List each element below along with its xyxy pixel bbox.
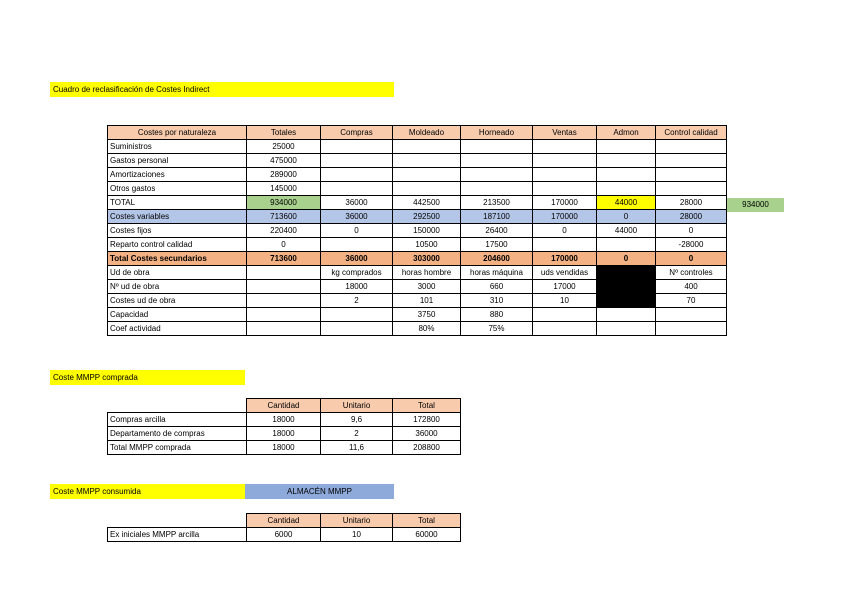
cell: 0 xyxy=(321,224,393,238)
cell: 150000 xyxy=(393,224,461,238)
cell: 660 xyxy=(461,280,533,294)
cell: 3750 xyxy=(393,308,461,322)
cell: 170000 xyxy=(533,196,597,210)
total-row xyxy=(108,196,727,210)
cell: 2 xyxy=(321,427,393,441)
cell xyxy=(393,140,461,154)
mmpp-consumida-title: Coste MMPP consumida xyxy=(50,484,245,499)
cell: 0 xyxy=(656,224,727,238)
table-row xyxy=(108,224,727,238)
cell xyxy=(247,266,321,280)
col-header: Cantidad xyxy=(247,514,321,528)
cell: 60000 xyxy=(393,528,461,542)
cell: horas máquina xyxy=(461,266,533,280)
col-header: Compras xyxy=(321,126,393,140)
table-header-row xyxy=(108,399,461,413)
cell xyxy=(321,182,393,196)
cell: 44000 xyxy=(597,224,656,238)
cell: 880 xyxy=(461,308,533,322)
cell xyxy=(533,308,597,322)
cell xyxy=(461,140,533,154)
table-row xyxy=(108,441,461,455)
table-row xyxy=(108,308,727,322)
cell: 18000 xyxy=(247,413,321,427)
table-row xyxy=(108,280,727,294)
table-row xyxy=(108,413,461,427)
cell: 11,6 xyxy=(321,441,393,455)
cell xyxy=(247,308,321,322)
table-row xyxy=(108,154,727,168)
cell xyxy=(597,308,656,322)
cell: 475000 xyxy=(247,154,321,168)
col-header: Admon xyxy=(597,126,656,140)
cell xyxy=(597,322,656,336)
cell-blacked xyxy=(597,280,656,294)
cell: 17000 xyxy=(533,280,597,294)
cell xyxy=(533,154,597,168)
cell xyxy=(393,182,461,196)
table-row xyxy=(108,182,727,196)
cell-highlight-yellow: 44000 xyxy=(597,196,656,210)
cell: -28000 xyxy=(656,238,727,252)
cell: 10 xyxy=(321,528,393,542)
col-header: Unitario xyxy=(321,399,393,413)
cell: 18000 xyxy=(247,441,321,455)
mmpp-consumida-table xyxy=(107,513,461,542)
row-label: Departamento de compras xyxy=(108,427,247,441)
table-row xyxy=(108,140,727,154)
row-label: Ex iniciales MMPP arcilla xyxy=(108,528,247,542)
cell xyxy=(247,280,321,294)
col-header: Cantidad xyxy=(247,399,321,413)
cell: Nº controles xyxy=(656,266,727,280)
row-label: Costes variables xyxy=(108,210,247,224)
col-header: Total xyxy=(393,514,461,528)
col-header: Costes por naturaleza xyxy=(108,126,247,140)
cell: 28000 xyxy=(656,196,727,210)
cell: 36000 xyxy=(321,210,393,224)
cell: 36000 xyxy=(321,252,393,266)
cell: 0 xyxy=(533,224,597,238)
cell-blacked xyxy=(597,266,656,280)
cell: 220400 xyxy=(247,224,321,238)
cell: 713600 xyxy=(247,252,321,266)
cell: 101 xyxy=(393,294,461,308)
row-label: Nº ud de obra xyxy=(108,280,247,294)
cell: 25000 xyxy=(247,140,321,154)
cell xyxy=(321,322,393,336)
cell xyxy=(247,322,321,336)
cell: 204600 xyxy=(461,252,533,266)
cell xyxy=(393,154,461,168)
cell: 442500 xyxy=(393,196,461,210)
cell xyxy=(533,238,597,252)
cell: 289000 xyxy=(247,168,321,182)
cell xyxy=(321,140,393,154)
row-label: Capacidad xyxy=(108,308,247,322)
cell: 170000 xyxy=(533,252,597,266)
cell xyxy=(597,154,656,168)
cell xyxy=(533,140,597,154)
table-header-row xyxy=(108,126,727,140)
cell xyxy=(656,322,727,336)
cell: 713600 xyxy=(247,210,321,224)
col-header: Control calidad xyxy=(656,126,727,140)
cell xyxy=(533,168,597,182)
empty-header xyxy=(108,399,247,413)
row-label: Compras arcilla xyxy=(108,413,247,427)
col-header: Total xyxy=(393,399,461,413)
cell: 10500 xyxy=(393,238,461,252)
row-label: Reparto control calidad xyxy=(108,238,247,252)
cell xyxy=(461,182,533,196)
col-header: Ventas xyxy=(533,126,597,140)
cell: 2 xyxy=(321,294,393,308)
row-label: Costes ud de obra xyxy=(108,294,247,308)
cell: 208800 xyxy=(393,441,461,455)
cell: 28000 xyxy=(656,210,727,224)
almacen-label: ALMACÉN MMPP xyxy=(245,484,394,499)
cell: 292500 xyxy=(393,210,461,224)
cell: 75% xyxy=(461,322,533,336)
mmpp-comprada-title: Coste MMPP comprada xyxy=(50,370,245,385)
table-row xyxy=(108,427,461,441)
cell xyxy=(597,182,656,196)
cell: 400 xyxy=(656,280,727,294)
cell: 145000 xyxy=(247,182,321,196)
cell xyxy=(656,182,727,196)
mmpp-comprada-table xyxy=(107,398,461,455)
cell: 36000 xyxy=(321,196,393,210)
row-label: Gastos personal xyxy=(108,154,247,168)
cell: 0 xyxy=(656,252,727,266)
side-total-cell: 934000 xyxy=(727,198,784,212)
cell: 172800 xyxy=(393,413,461,427)
cell: 3000 xyxy=(393,280,461,294)
cell xyxy=(393,168,461,182)
cell xyxy=(597,140,656,154)
cell: 18000 xyxy=(247,427,321,441)
cell: 187100 xyxy=(461,210,533,224)
table-row xyxy=(108,294,727,308)
cell: kg comprados xyxy=(321,266,393,280)
cell: horas hombre xyxy=(393,266,461,280)
empty-header xyxy=(108,514,247,528)
col-header: Horneado xyxy=(461,126,533,140)
cell: uds vendidas xyxy=(533,266,597,280)
table-row xyxy=(108,322,727,336)
row-label: Suministros xyxy=(108,140,247,154)
cell: 170000 xyxy=(533,210,597,224)
row-label: Amortizaciones xyxy=(108,168,247,182)
row-label: Ud de obra xyxy=(108,266,247,280)
cell xyxy=(461,168,533,182)
col-header: Moldeado xyxy=(393,126,461,140)
cell: 17500 xyxy=(461,238,533,252)
cell xyxy=(461,154,533,168)
cell: 6000 xyxy=(247,528,321,542)
cell: 0 xyxy=(597,210,656,224)
cell xyxy=(656,140,727,154)
row-label: Total Costes secundarios xyxy=(108,252,247,266)
col-header: Unitario xyxy=(321,514,393,528)
cell xyxy=(533,322,597,336)
table-header-row xyxy=(108,514,461,528)
cell-blacked xyxy=(597,294,656,308)
table-row xyxy=(108,266,727,280)
cell: 310 xyxy=(461,294,533,308)
cell: 70 xyxy=(656,294,727,308)
row-label: Otros gastos xyxy=(108,182,247,196)
cell xyxy=(597,168,656,182)
cell: 0 xyxy=(597,252,656,266)
cell xyxy=(321,168,393,182)
reclassification-title: Cuadro de reclasificación de Costes Indirect xyxy=(50,82,394,97)
cell: 80% xyxy=(393,322,461,336)
cell xyxy=(247,294,321,308)
cell: 213500 xyxy=(461,196,533,210)
table-row xyxy=(108,168,727,182)
cell: 18000 xyxy=(321,280,393,294)
row-label: Total MMPP comprada xyxy=(108,441,247,455)
table-row xyxy=(108,238,727,252)
row-label: TOTAL xyxy=(108,196,247,210)
cell xyxy=(656,168,727,182)
cell xyxy=(533,182,597,196)
row-label: Costes fijos xyxy=(108,224,247,238)
reclassification-table xyxy=(107,125,727,336)
cell xyxy=(321,238,393,252)
row-label: Coef actividad xyxy=(108,322,247,336)
cell: 36000 xyxy=(393,427,461,441)
cell: 9,6 xyxy=(321,413,393,427)
cell xyxy=(321,308,393,322)
table-row xyxy=(108,528,461,542)
cell: 303000 xyxy=(393,252,461,266)
cell: 10 xyxy=(533,294,597,308)
cell: 26400 xyxy=(461,224,533,238)
cell xyxy=(656,308,727,322)
variable-costs-row xyxy=(108,210,727,224)
cell xyxy=(321,154,393,168)
secondary-costs-row xyxy=(108,252,727,266)
cell xyxy=(597,238,656,252)
cell-total-green: 934000 xyxy=(247,196,321,210)
cell xyxy=(656,154,727,168)
cell: 0 xyxy=(247,238,321,252)
col-header: Totales xyxy=(247,126,321,140)
